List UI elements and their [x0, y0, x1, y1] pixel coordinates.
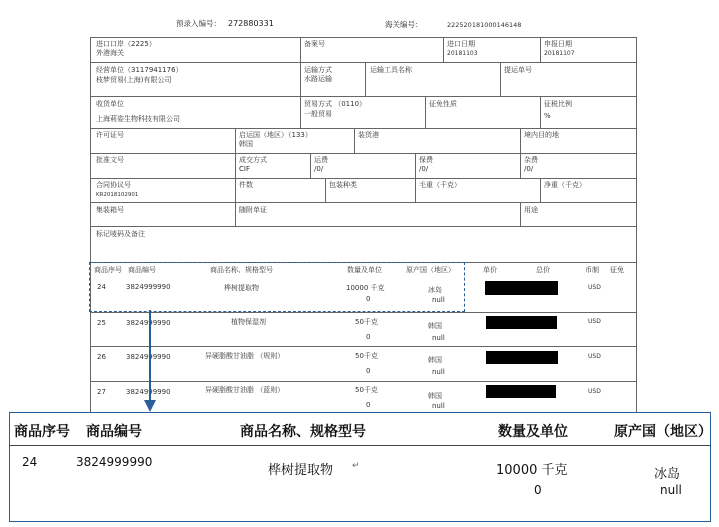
zoom-origin2: null: [660, 483, 682, 497]
goods-row-currency: USD: [588, 388, 601, 395]
goods-row-origin: 韩国: [428, 322, 442, 330]
goods-row-qty: 10000 千克: [346, 284, 385, 292]
docs-label: 随附单证: [239, 206, 267, 214]
zoom-return-mark: ↵: [352, 461, 360, 471]
goods-row-name: 异硬脂酸甘油脂 （规则）: [205, 352, 285, 360]
goods-row-origin2: null: [432, 296, 445, 304]
deal-mode-value: CIF: [239, 165, 250, 173]
goods-origin-header: 原产国（地区）: [406, 266, 455, 274]
marks-label: 标记唛码及备注: [96, 230, 145, 238]
operator-label: 经营单位（3117941176）: [96, 66, 183, 74]
goods-row-origin: 冰岛: [428, 286, 442, 294]
usage-label: 用途: [524, 206, 538, 214]
consignee-value: 上海莉姿生物科技有限公司: [96, 115, 180, 123]
zoom-name: 桦树提取物: [268, 463, 334, 478]
pre-entry-label: 预录入编号：: [176, 19, 221, 28]
zoom-seq-header: 商品序号: [14, 424, 70, 440]
zoom-code: 3824999990: [76, 455, 153, 469]
redacted-price: [485, 281, 558, 295]
goods-row-seq: 24: [97, 283, 106, 291]
license-label: 许可证号: [96, 131, 124, 139]
packing-label: 包装种类: [329, 181, 357, 189]
goods-row-currency: USD: [588, 284, 601, 291]
goods-row-qty: 50千克: [355, 318, 378, 326]
tax-nature-label: 征免性质: [429, 100, 457, 108]
goods-code-header: 商品编号: [128, 266, 156, 274]
goods-unit-price-header: 单价: [483, 266, 497, 274]
tax-ratio-value: %: [544, 112, 551, 120]
goods-row-seq: 25: [97, 319, 106, 327]
goods-row-seq: 27: [97, 388, 106, 396]
goods-row-code: 3824999990: [126, 319, 171, 327]
goods-row-code: 3824999990: [126, 283, 171, 291]
goods-tax-header: 征免: [610, 266, 624, 274]
trade-mode-value: 一般贸易: [304, 110, 332, 118]
net-weight-label: 净重（千克）: [544, 181, 586, 189]
load-port-label: 装货港: [358, 131, 379, 139]
goods-row-name: 异硬脂酸甘油脂 （蓝则）: [205, 386, 285, 394]
transport-mode-value: 水路运输: [304, 75, 332, 83]
goods-name-header: 商品名称、规格型号: [210, 266, 273, 274]
transport-mode-label: 运输方式: [304, 66, 332, 74]
zoom-qty: 10000 千克: [496, 463, 568, 478]
misc-fee-value: /0/: [524, 165, 534, 173]
zoom-code-header: 商品编号: [86, 424, 142, 440]
goods-row-origin2: null: [432, 334, 445, 342]
goods-row-qty2: 0: [366, 333, 371, 341]
import-port-value: 外港海关: [96, 49, 124, 57]
operator-value: 枝梦贸易(上海)有限公司: [96, 76, 172, 84]
insurance-label: 保费: [419, 156, 433, 164]
redacted-price: [486, 385, 556, 398]
import-date-label: 进口日期: [447, 40, 475, 48]
goods-row-qty2: 0: [366, 401, 371, 409]
goods-row-qty2: 0: [366, 295, 371, 303]
zoom-panel: [9, 412, 711, 522]
insurance-value: /0/: [419, 165, 429, 173]
goods-qty-header: 数量及单位: [347, 266, 382, 274]
goods-currency-header: 币制: [585, 266, 599, 274]
misc-fee-label: 杂费: [524, 156, 538, 164]
redacted-price: [486, 316, 557, 329]
goods-row-qty: 50千克: [355, 352, 378, 360]
goods-row-code: 3824999990: [126, 388, 171, 396]
pre-entry-number: 272880331: [228, 19, 274, 28]
pieces-label: 件数: [239, 181, 253, 189]
container-label: 集装箱号: [96, 206, 124, 214]
bill-no-label: 提运单号: [504, 66, 532, 74]
goods-row-origin: 韩国: [428, 356, 442, 364]
goods-row-currency: USD: [588, 318, 601, 325]
goods-seq-header: 商品序号: [94, 266, 122, 274]
destination-label: 境内目的地: [524, 131, 559, 139]
zoom-name-header: 商品名称、规格型号: [240, 424, 366, 440]
import-port-label: 进口口岸（2225）: [96, 40, 156, 48]
zoom-seq: 24: [22, 455, 38, 469]
goods-row-qty: 50千克: [355, 386, 378, 394]
origin-country-value: 韩国: [239, 140, 253, 148]
zoom-qty-header: 数量及单位: [498, 424, 568, 440]
goods-row-origin: 韩国: [428, 392, 442, 400]
tax-ratio-label: 征税比例: [544, 100, 572, 108]
goods-row-name: 桦树提取物: [224, 284, 259, 292]
zoom-origin: 冰岛: [654, 467, 681, 482]
pointer-arrow: [140, 310, 160, 414]
contract-label: 合同协议号: [96, 181, 131, 189]
redacted-price: [486, 351, 558, 364]
goods-row-code: 3824999990: [126, 353, 171, 361]
freight-value: /0/: [314, 165, 324, 173]
goods-row-name: 植物保湿剂: [231, 318, 266, 326]
declare-date-value: 20181107: [544, 50, 575, 57]
record-no-label: 备案号: [304, 40, 325, 48]
goods-row-qty2: 0: [366, 367, 371, 375]
goods-row-origin2: null: [432, 402, 445, 410]
transport-tool-label: 运输工具名称: [370, 66, 412, 74]
customs-number: 222520181000146148: [447, 21, 522, 29]
trade-mode-label: 贸易方式 （0110）: [304, 100, 367, 108]
declare-date-label: 申报日期: [544, 40, 572, 48]
import-date-value: 20181103: [447, 50, 478, 57]
origin-country-label: 启运国（地区）（133）: [239, 131, 312, 139]
goods-total-price-header: 总价: [536, 266, 550, 274]
approval-label: 批准文号: [96, 156, 124, 164]
goods-row-seq: 26: [97, 353, 106, 361]
goods-row-currency: USD: [588, 353, 601, 360]
zoom-qty2: 0: [534, 483, 542, 497]
goods-row-origin2: null: [432, 368, 445, 376]
customs-no-label: 海关编号：: [385, 20, 423, 29]
zoom-origin-header: 原产国（地区）: [614, 424, 712, 440]
contract-value: KR2018102901: [96, 192, 139, 198]
deal-mode-label: 成交方式: [239, 156, 267, 164]
consignee-label: 收货单位: [96, 100, 124, 108]
gross-weight-label: 毛重（千克）: [419, 181, 461, 189]
freight-label: 运费: [314, 156, 328, 164]
